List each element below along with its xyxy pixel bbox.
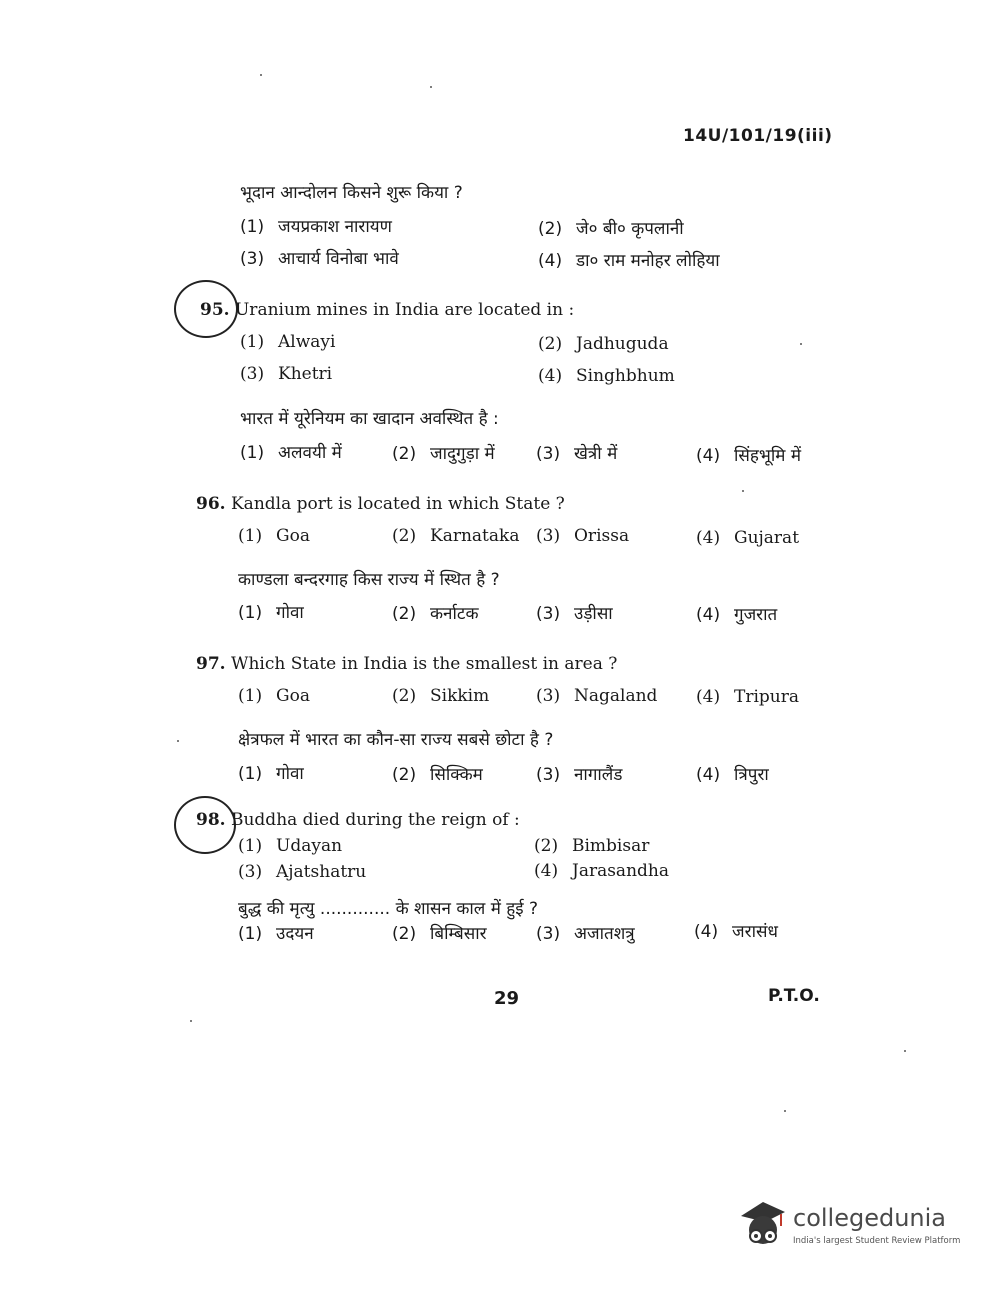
- q97-option-4: (4) Tripura: [696, 687, 799, 707]
- collegedunia-watermark: [737, 1196, 967, 1256]
- q97-option-2: (2) Sikkim: [392, 686, 490, 706]
- q97-hindi-option-3: (3) नागालैंड: [536, 765, 623, 785]
- paper-code: 14U/101/19(iii): [683, 126, 833, 146]
- q95-option-2: (2) Jadhuguda: [538, 334, 669, 354]
- scan-speck: [260, 74, 262, 76]
- q97-hindi-option-4: (4) त्रिपुरा: [696, 765, 769, 785]
- q94-option-1: (1) जयप्रकाश नारायण: [240, 217, 392, 237]
- q97-hindi-option-2: (2) सिक्किम: [392, 765, 483, 785]
- q95-hindi-option-1: (1) अलवयी में: [240, 443, 342, 463]
- q98-question: 98. Buddha died during the reign of :: [196, 810, 520, 830]
- mascot-icon: [737, 1196, 791, 1256]
- q98-hindi-option-1: (1) उदयन: [238, 924, 314, 944]
- scan-speck: [430, 86, 432, 88]
- scan-speck: [784, 1110, 786, 1112]
- q95-option-3: (3) Khetri: [240, 364, 333, 384]
- q98-option-2: (2) Bimbisar: [534, 836, 650, 856]
- q98-hindi-option-4: (4) जरासंध: [694, 922, 778, 942]
- q96-hindi-option-1: (1) गोवा: [238, 603, 304, 623]
- brand-tagline: India's largest Student Review Platform: [793, 1236, 961, 1246]
- q96-hindi-option-4: (4) गुजरात: [696, 605, 778, 625]
- scan-speck: [177, 740, 179, 742]
- q94-option-4: (4) डा० राम मनोहर लोहिया: [538, 251, 720, 271]
- q96-hindi-option-3: (3) उड़ीसा: [536, 604, 613, 624]
- q95-question: 95. Uranium mines in India are located in :: [200, 300, 575, 320]
- scan-speck: [904, 1050, 906, 1052]
- q97-hindi-question: क्षेत्रफल में भारत का कौन-सा राज्य सबसे छोटा है ?: [238, 730, 554, 750]
- scan-speck: [742, 490, 744, 492]
- q98-hindi-option-2: (2) बिम्बिसार: [392, 924, 487, 944]
- q94-option-2: (2) जे० बी० कृपलानी: [538, 219, 684, 239]
- q98-option-3: (3) Ajatshatru: [238, 862, 367, 882]
- q95-hindi-option-3: (3) खेत्री में: [536, 444, 618, 464]
- q98-hindi-question: बुद्ध की मृत्यु ............. के शासन काल में हुई ?: [238, 899, 539, 919]
- pto-label: P.T.O.: [768, 986, 820, 1006]
- q96-hindi-question: काण्डला बन्दरगाह किस राज्य में स्थित है ?: [238, 570, 500, 590]
- q95-option-1: (1) Alwayi: [240, 332, 336, 352]
- q98-hindi-option-3: (3) अजातशत्रु: [536, 924, 635, 944]
- q97-option-1: (1) Goa: [238, 686, 310, 706]
- q95-hindi-option-2: (2) जादुगुड़ा में: [392, 444, 495, 464]
- q96-option-4: (4) Gujarat: [696, 528, 800, 548]
- q94-option-3: (3) आचार्य विनोबा भावे: [240, 249, 399, 269]
- q94-hindi-question: भूदान आन्दोलन किसने शुरू किया ?: [240, 183, 463, 203]
- q98-option-1: (1) Udayan: [238, 836, 343, 856]
- scan-speck: [800, 343, 802, 345]
- q97-option-3: (3) Nagaland: [536, 686, 658, 706]
- q96-option-1: (1) Goa: [238, 526, 310, 546]
- q96-question: 96. Kandla port is located in which State ?: [196, 494, 565, 514]
- page-number: 29: [494, 988, 520, 1009]
- q95-hindi-question: भारत में यूरेनियम का खादान अवस्थित है :: [240, 409, 499, 429]
- q97-question: 97. Which State in India is the smallest in area ?: [196, 654, 618, 674]
- q98-option-4: (4) Jarasandha: [534, 861, 669, 881]
- q95-hindi-option-4: (4) सिंहभूमि में: [696, 446, 802, 466]
- q95-option-4: (4) Singhbhum: [538, 366, 675, 386]
- scan-speck: [190, 1020, 192, 1022]
- q96-option-2: (2) Karnataka: [392, 526, 520, 546]
- q96-option-3: (3) Orissa: [536, 526, 630, 546]
- brand-name: collegedunia: [793, 1204, 947, 1232]
- q96-hindi-option-2: (2) कर्नाटक: [392, 604, 479, 624]
- q97-hindi-option-1: (1) गोवा: [238, 764, 304, 784]
